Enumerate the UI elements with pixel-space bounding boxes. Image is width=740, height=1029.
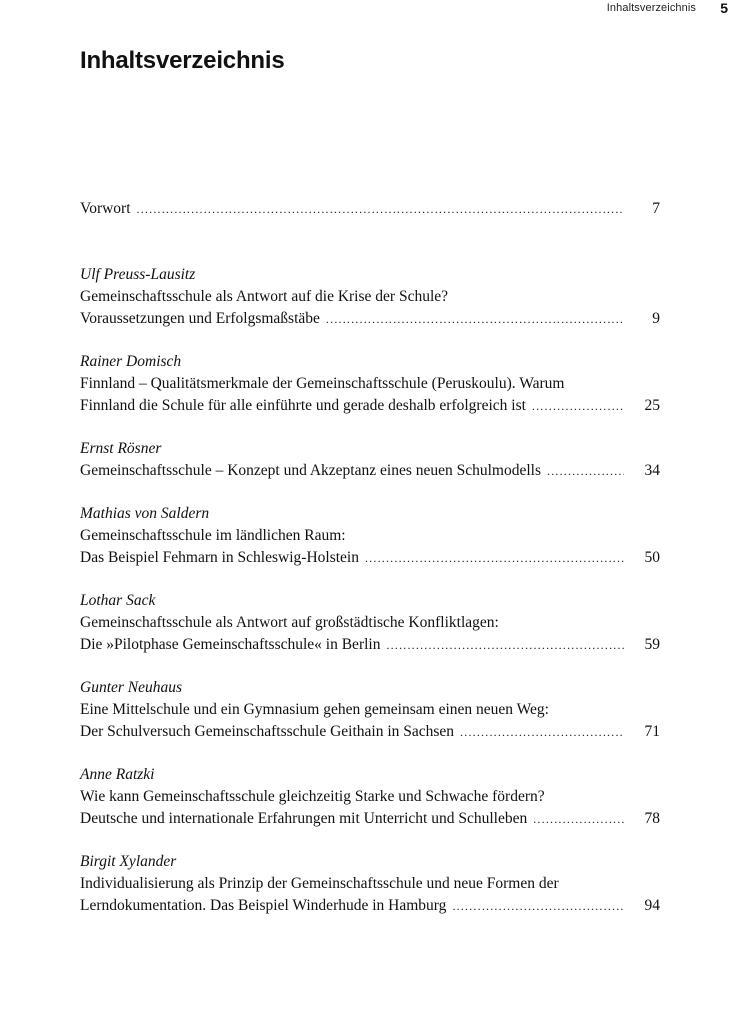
toc-entry-subtitle: Lerndokumentation. Das Beispiel Winderhude in Hamburg — [80, 897, 447, 914]
toc-line — [80, 895, 660, 917]
toc-entry-subtitle: Der Schulversuch Gemeinschaftsschule Geithain in Sachsen — [80, 723, 455, 740]
toc-entry-title: Gemeinschaftsschule – Konzept und Akzeptanz eines neuen Schulmodells — [80, 462, 541, 479]
toc-entry[interactable] — [80, 351, 660, 417]
toc-entry-title: Vorwort — [80, 200, 131, 217]
dot-leader — [533, 808, 624, 830]
toc-author: Mathias von Saldern — [80, 505, 210, 522]
running-head: Inhaltsverzeichnis — [606, 2, 696, 14]
page-title: Inhaltsverzeichnis — [80, 47, 285, 74]
toc-page-number: 34 — [644, 462, 660, 479]
toc-entry[interactable] — [80, 677, 660, 743]
dot-leader — [365, 547, 624, 569]
toc-line — [80, 786, 660, 808]
toc-entry-title: Gemeinschaftsschule als Antwort auf großstädtische Konfliktlagen: — [80, 614, 499, 631]
toc-line — [80, 198, 660, 220]
toc-entry-title: Wie kann Gemeinschaftsschule gleichzeitig Starke und Schwache fördern? — [80, 788, 545, 805]
toc-line — [80, 808, 660, 830]
toc-author: Ulf Preuss-Lausitz — [80, 266, 196, 283]
toc-line — [80, 612, 660, 634]
dot-leader — [532, 395, 624, 417]
toc-page-number: 50 — [644, 549, 660, 566]
dot-leader — [460, 721, 624, 743]
toc-line — [80, 721, 660, 743]
toc-page-number: 94 — [644, 897, 660, 914]
toc-author: Ernst Rösner — [80, 440, 162, 457]
toc-entry[interactable] — [80, 264, 660, 330]
toc-entry[interactable] — [80, 438, 660, 482]
toc-line — [80, 460, 660, 482]
toc-entry-subtitle: Das Beispiel Fehmarn in Schleswig-Holstein — [80, 549, 359, 566]
dot-leader — [386, 634, 624, 656]
toc-page-number: 7 — [652, 200, 660, 217]
toc-entry-subtitle: Deutsche und internationale Erfahrungen mit Unterricht und Schulleben — [80, 810, 528, 827]
toc-page-number: 78 — [644, 810, 660, 827]
toc-entry-title: Individualisierung als Prinzip der Gemeinschaftsschule und neue Formen der — [80, 875, 559, 892]
toc-author: Lothar Sack — [80, 592, 156, 609]
toc-entry[interactable] — [80, 590, 660, 656]
toc-entry-preface[interactable] — [80, 198, 660, 220]
toc-line — [80, 373, 660, 395]
toc-line — [80, 308, 660, 330]
toc-line — [80, 395, 660, 417]
toc-line — [80, 873, 660, 895]
toc-page-number: 59 — [644, 636, 660, 653]
toc-line — [80, 286, 660, 308]
toc-author: Anne Ratzki — [80, 766, 155, 783]
toc-author: Rainer Domisch — [80, 353, 182, 370]
dot-leader — [326, 308, 624, 330]
toc-entry-subtitle: Voraussetzungen und Erfolgsmaßstäbe — [80, 310, 320, 327]
dot-leader — [452, 895, 624, 917]
toc-line — [80, 547, 660, 569]
toc-page-number: 25 — [644, 397, 660, 414]
toc-entry-title: Gemeinschaftsschule im ländlichen Raum: — [80, 527, 346, 544]
toc-entry-subtitle: Die »Pilotphase Gemeinschaftsschule« in Berlin — [80, 636, 381, 653]
toc-line — [80, 634, 660, 656]
dot-leader — [547, 460, 624, 482]
toc-entry[interactable] — [80, 851, 660, 917]
table-of-contents — [80, 198, 660, 938]
toc-entry[interactable] — [80, 503, 660, 569]
toc-page-number: 71 — [644, 723, 660, 740]
toc-line — [80, 699, 660, 721]
toc-entry[interactable] — [80, 764, 660, 830]
toc-page-number: 9 — [652, 310, 660, 327]
toc-entry-subtitle: Finnland die Schule für alle einführte und gerade deshalb erfolgreich ist — [80, 397, 526, 414]
toc-author: Birgit Xylander — [80, 853, 177, 870]
toc-author: Gunter Neuhaus — [80, 679, 183, 696]
dot-leader — [137, 198, 624, 220]
toc-entry-title: Finnland – Qualitätsmerkmale der Gemeinschaftsschule (Peruskoulu). Warum — [80, 375, 565, 392]
toc-entry-title: Gemeinschaftsschule als Antwort auf die Krise der Schule? — [80, 288, 449, 305]
toc-line — [80, 525, 660, 547]
toc-entry-title: Eine Mittelschule und ein Gymnasium gehen gemeinsam einen neuen Weg: — [80, 701, 549, 718]
page-number: 5 — [720, 0, 728, 16]
